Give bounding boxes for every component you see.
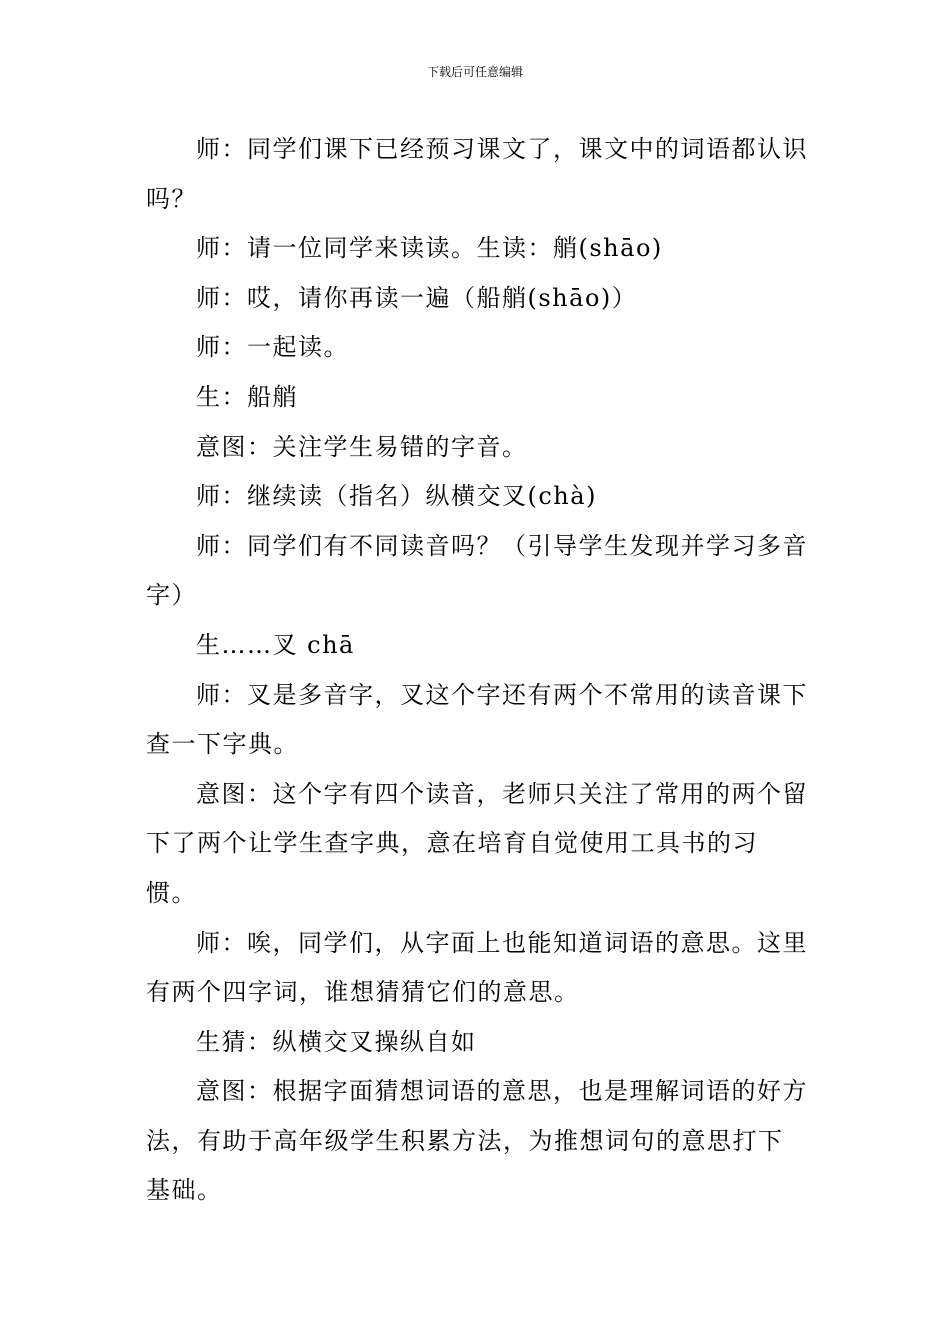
paragraph-polyphonic: 师：叉是多音字，叉这个字还有两个不常用的读音课下查一下字典。 bbox=[146, 680, 808, 759]
paragraph-student-reads: 师：请一位同学来读读。生读：艄(shāo) bbox=[196, 234, 663, 263]
paragraph-read-together: 师：一起读。 bbox=[196, 333, 349, 362]
paragraph-student-guess: 生猜：纵横交叉操纵自如 bbox=[196, 1027, 477, 1056]
paragraph-intent-pronunciation: 意图：关注学生易错的字音。 bbox=[196, 432, 528, 461]
paragraph-guess-meaning: 师：唉，同学们，从字面上也能知道词语的意思。这里有两个四字词，谁想猜猜它们的意思。 bbox=[146, 928, 808, 1007]
paragraph-intent-method: 意图：根据字面猜想词语的意思，也是理解词语的好方法，有助于高年级学生积累方法，为推想词句的意思打下基础。 bbox=[146, 1077, 808, 1205]
paragraph-student-cha: 生……叉 chā bbox=[196, 630, 355, 659]
paragraph-teacher-question: 师：同学们课下已经预习课文了，课文中的词语都认识吗？ bbox=[146, 135, 808, 213]
document-body bbox=[146, 125, 808, 1216]
paragraph-student-answer: 生：船艄 bbox=[196, 382, 298, 411]
paragraph-continue-reading: 师：继续读（指名）纵横交叉(chà) bbox=[196, 482, 597, 511]
paragraph-intent-dictionary: 意图：这个字有四个读音，老师只关注了常用的两个留下了两个让学生查字典，意在培育自觉使用工具书的习惯。 bbox=[146, 779, 808, 907]
page-header: 下载后可任意编辑 bbox=[426, 65, 523, 79]
paragraph-different-readings: 师：同学们有不同读音吗？（引导学生发现并学习多音字） bbox=[146, 531, 808, 610]
paragraph-read-again: 师：哎，请你再读一遍（船艄(shāo)） bbox=[196, 283, 638, 312]
